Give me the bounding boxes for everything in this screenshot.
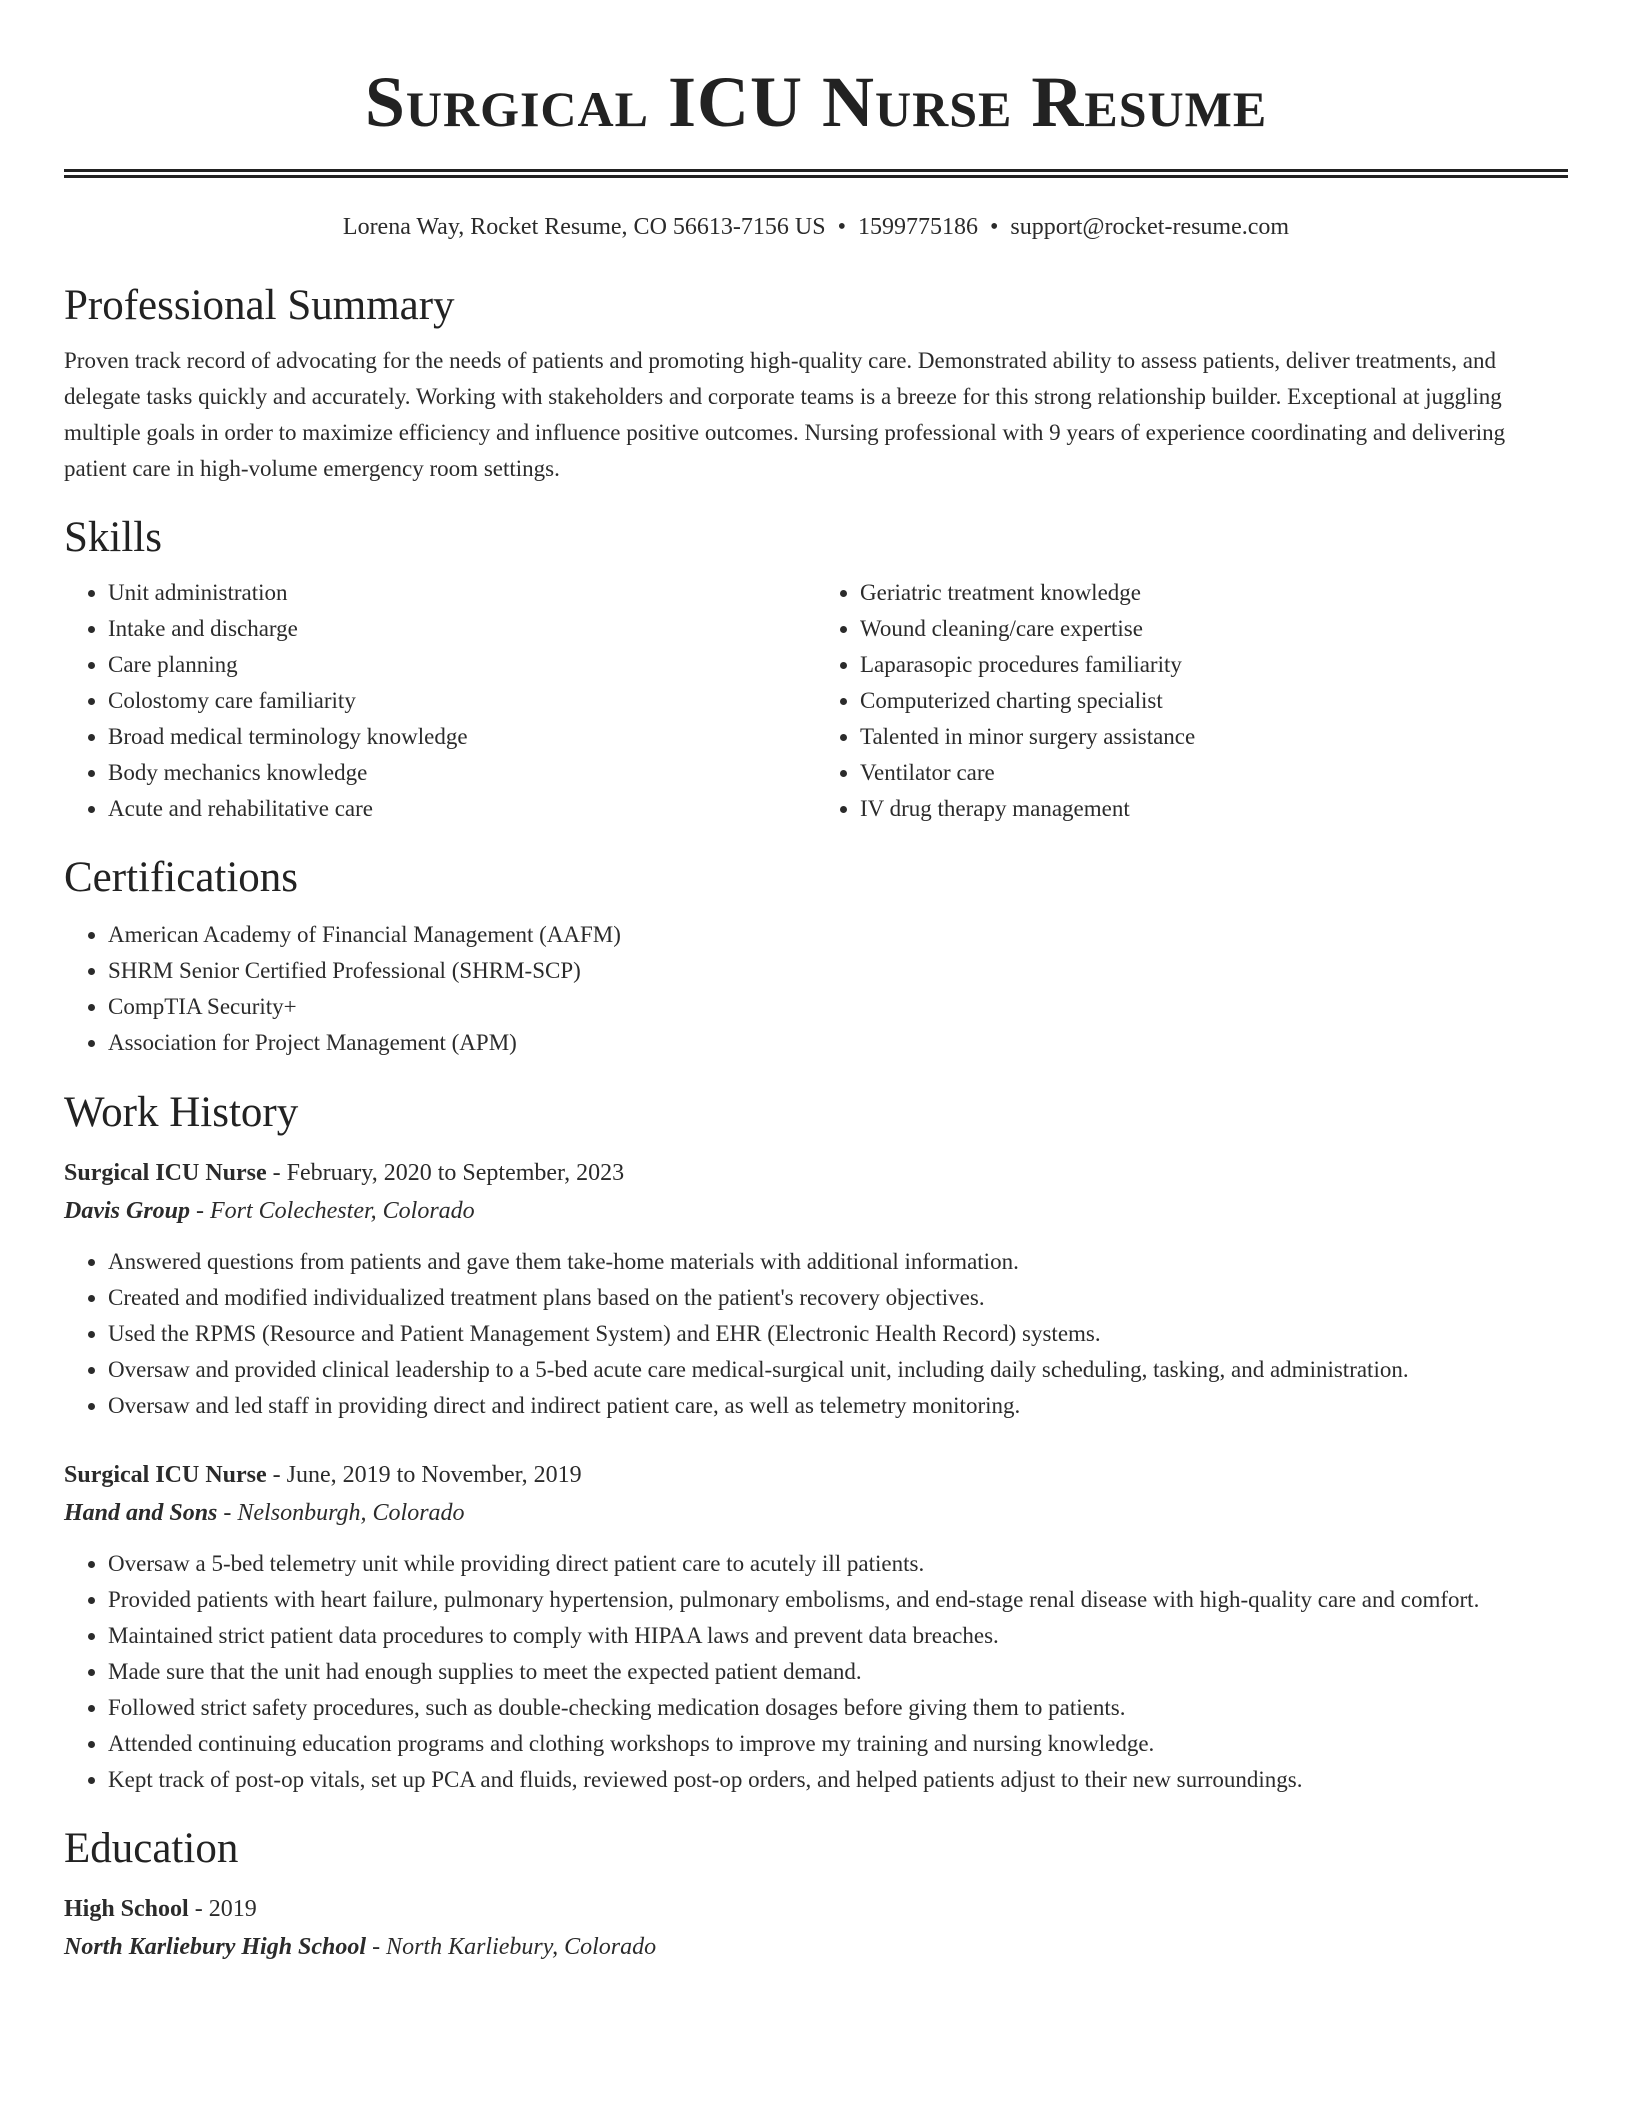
certification-item: • SHRM Senior Certified Professional (SHRM-SCP) xyxy=(108,953,1568,989)
education-degree-line xyxy=(64,1890,1568,1928)
job-bullet: • Followed strict safety procedures, such as double-checking medication dosages before giving them to patients. xyxy=(108,1690,1568,1726)
education-degree: High School xyxy=(64,1896,189,1922)
work-history-heading: Work History xyxy=(64,1089,299,1136)
job-title-line xyxy=(64,1456,1568,1494)
job-title: Surgical ICU Nurse xyxy=(64,1160,267,1186)
job-company: Davis Group xyxy=(64,1198,191,1224)
job-title: Surgical ICU Nurse xyxy=(64,1462,267,1488)
contact-email: support@rocket-resume.com xyxy=(1010,214,1290,240)
contact-phone: 1599775186 xyxy=(857,214,978,240)
job-bullet: • Maintained strict patient data procedures to comply with HIPAA laws and prevent data breaches. xyxy=(108,1618,1568,1654)
job-bullet: • Kept track of post-op vitals, set up PCA and fluids, reviewed post-op orders, and helped patients adjust to their new surroundings. xyxy=(108,1762,1568,1798)
skill-item: • Laparasopic procedures familiarity xyxy=(860,647,1568,683)
skill-item: • Broad medical terminology knowledge xyxy=(108,719,816,755)
contact-line xyxy=(64,212,1568,242)
job-org-line xyxy=(64,1192,1568,1230)
resume-title: Surgical ICU Nurse Resume xyxy=(364,62,1268,142)
job-title-line xyxy=(64,1154,1568,1192)
skills-heading: Skills xyxy=(64,514,162,561)
skill-item: • Colostomy care familiarity xyxy=(108,683,816,719)
contact-address: Lorena Way, Rocket Resume, CO 56613-7156 US xyxy=(342,214,826,240)
certification-item: • CompTIA Security+ xyxy=(108,989,1568,1025)
job-company: Hand and Sons xyxy=(64,1500,218,1526)
education-entry xyxy=(64,1890,1568,1966)
job-dates: - February, 2020 to September, 2023 xyxy=(266,1160,625,1186)
job-bullet: • Used the RPMS (Resource and Patient Management System) and EHR (Electronic Health Record) systems. xyxy=(108,1316,1568,1352)
job-bullet: • Made sure that the unit had enough supplies to meet the expected patient demand. xyxy=(108,1654,1568,1690)
summary-text: Proven track record of advocating for the needs of patients and promoting high-quality care. Demonstrated ability to assess patients, deliver treatments, and delegate tasks quickly and accurately. Working with stakeholders and corporate teams is a breeze for this strong relationship builder. Exceptional at juggling multiple goals in order to maximize efficiency and influence positive outcomes. Nursing professional with 9 years of experience coordinating and delivering patient care in high-volume emergency room settings. xyxy=(64,348,1506,481)
education-heading: Education xyxy=(64,1825,239,1872)
job-entry xyxy=(64,1154,1568,1424)
education-section xyxy=(64,1824,1568,1966)
skill-item: • Talented in minor surgery assistance xyxy=(860,719,1568,755)
job-bullets xyxy=(64,1244,1568,1424)
summary-section xyxy=(64,281,1568,487)
contact-separator: • xyxy=(989,214,999,240)
skill-item: • Care planning xyxy=(108,647,816,683)
skills-grid xyxy=(64,575,1568,827)
skills-list-right xyxy=(816,575,1568,827)
certification-item: • American Academy of Financial Management (AAFM) xyxy=(108,917,1568,953)
contact-separator: • xyxy=(837,214,846,240)
certifications-heading: Certifications xyxy=(64,854,299,901)
education-school-line xyxy=(64,1928,1568,1966)
skill-item: • Geriatric treatment knowledge xyxy=(860,575,1568,611)
job-bullet: • Oversaw a 5-bed telemetry unit while providing direct patient care to acutely ill patients. xyxy=(108,1546,1568,1582)
skill-item: • Wound cleaning/care expertise xyxy=(860,611,1568,647)
skill-item: • IV drug therapy management xyxy=(860,791,1568,827)
skill-item: • Body mechanics knowledge xyxy=(108,755,816,791)
job-bullet: • Oversaw and led staff in providing direct and indirect patient care, as well as telemetry monitoring. xyxy=(108,1388,1568,1424)
job-bullet: • Attended continuing education programs and clothing workshops to improve my training and nursing knowledge. xyxy=(108,1726,1568,1762)
summary-heading: Professional Summary xyxy=(64,282,455,329)
certification-item: • Association for Project Management (APM) xyxy=(108,1025,1568,1061)
skill-item: • Acute and rehabilitative care xyxy=(108,791,816,827)
job-location: - Nelsonburgh, Colorado xyxy=(217,1500,465,1526)
skills-section xyxy=(64,513,1568,827)
skill-item: • Intake and discharge xyxy=(108,611,816,647)
certifications-list xyxy=(64,917,1568,1061)
education-location: - North Karliebury, Colorado xyxy=(366,1934,657,1960)
job-bullets xyxy=(64,1546,1568,1798)
job-bullet: • Provided patients with heart failure, pulmonary hypertension, pulmonary embolisms, and end-stage renal disease with high-quality care and comfort. xyxy=(108,1582,1568,1618)
job-dates: - June, 2019 to November, 2019 xyxy=(266,1462,582,1488)
skills-list-left xyxy=(64,575,816,827)
job-org-line xyxy=(64,1494,1568,1532)
job-bullet: • Created and modified individualized treatment plans based on the patient's recovery objectives. xyxy=(108,1280,1568,1316)
job-bullet: • Answered questions from patients and gave them take-home materials with additional information. xyxy=(108,1244,1568,1280)
job-entry xyxy=(64,1456,1568,1798)
skill-item: • Ventilator care xyxy=(860,755,1568,791)
skill-item: • Computerized charting specialist xyxy=(860,683,1568,719)
skill-item: • Unit administration xyxy=(108,575,816,611)
work-history-section xyxy=(64,1088,1568,1798)
education-school: North Karliebury High School xyxy=(64,1934,367,1960)
certifications-section xyxy=(64,853,1568,1061)
education-year: - 2019 xyxy=(188,1896,257,1922)
title-divider xyxy=(64,169,1568,178)
job-bullet: • Oversaw and provided clinical leadership to a 5-bed acute care medical-surgical unit, including daily scheduling, tasking, and administration. xyxy=(108,1352,1568,1388)
job-location: - Fort Colechester, Colorado xyxy=(190,1198,475,1224)
